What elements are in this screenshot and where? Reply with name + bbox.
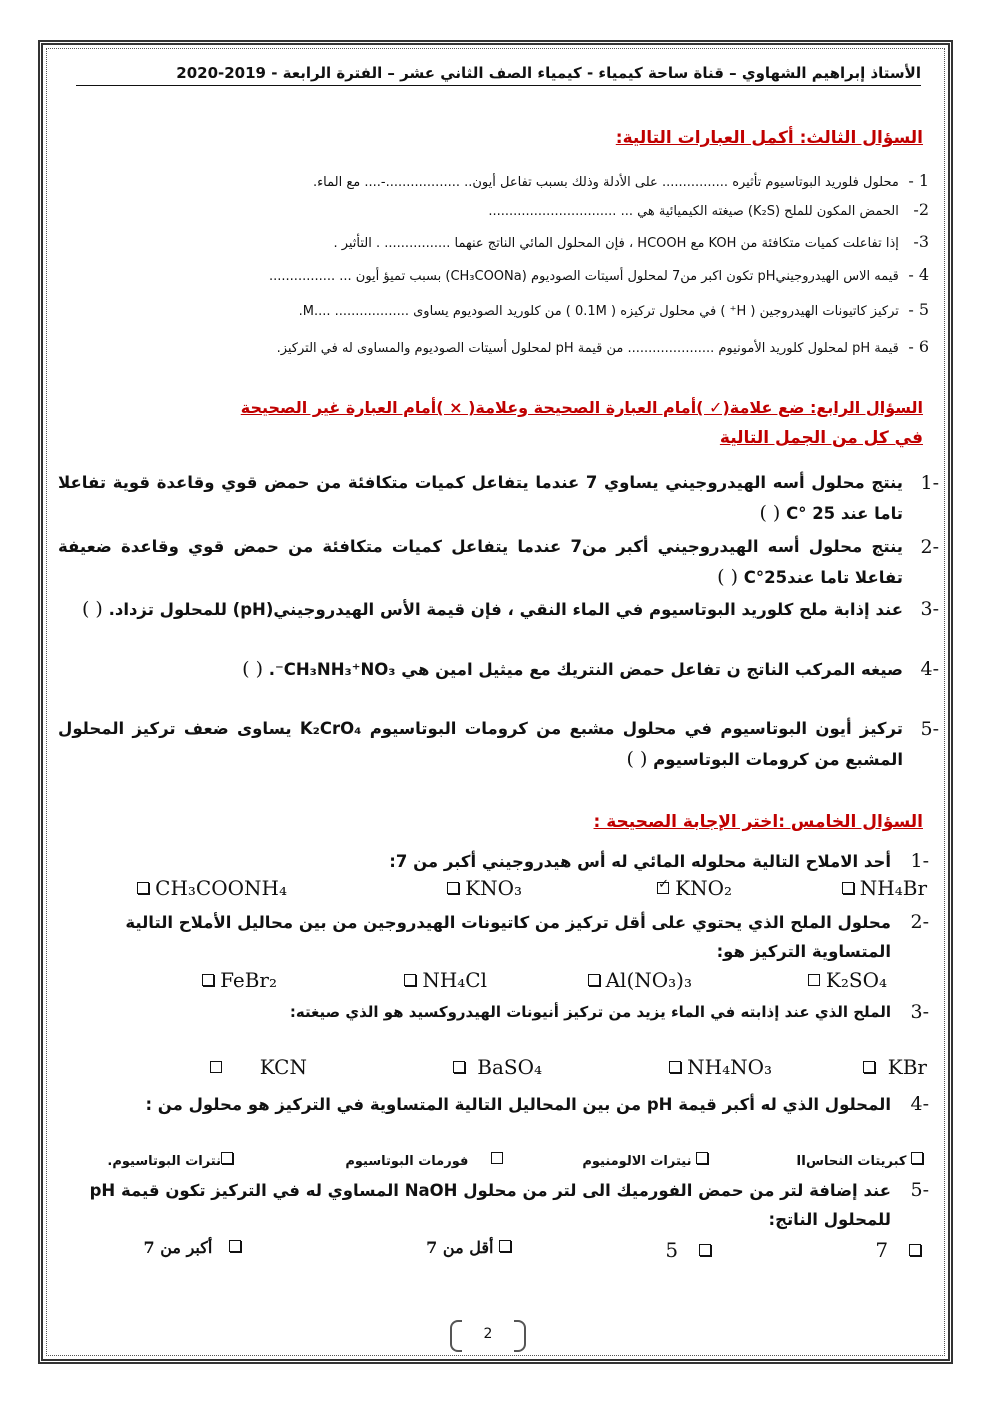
q5-3-option-d[interactable]: KCN: [210, 1055, 307, 1079]
q5-3-option-a[interactable]: KBr: [863, 1055, 927, 1079]
q5-item-5-num: -5: [910, 1179, 929, 1201]
checkbox-icon[interactable]: [863, 1061, 875, 1073]
q5-4-option-c[interactable]: فورمات البوتاسيوم: [345, 1152, 509, 1169]
q4-item-4-answer-box[interactable]: ( ): [242, 658, 264, 680]
q4-title-line-2: في كل من الجمل التالية: [719, 428, 923, 448]
q5-item-1-num: -1: [910, 850, 929, 872]
checkbox-icon[interactable]: [229, 1240, 241, 1252]
q5-5-option-d[interactable]: أكبر من 7: [144, 1238, 247, 1257]
checkbox-icon[interactable]: [491, 1152, 503, 1164]
page-header: الأستاذ إبراهيم الشهاوي – قناة ساحة كيمياء - كيمياء الصف الثاني عشر – الفترة الرابعة - 2019-2020: [76, 62, 921, 86]
checkbox-icon[interactable]: [911, 1152, 923, 1164]
checkbox-icon[interactable]: [909, 1244, 921, 1256]
q5-5-option-b[interactable]: 5: [665, 1238, 717, 1262]
q5-5-option-c[interactable]: أقل من 7: [426, 1238, 517, 1257]
q5-item-3: [60, 998, 929, 1027]
page-number-footer: [440, 1320, 536, 1356]
checked-box-icon[interactable]: [657, 882, 669, 894]
q5-3-option-b[interactable]: NH₄NO₃: [669, 1055, 772, 1079]
q5-4-option-b[interactable]: نيترات الالومنيوم: [582, 1152, 714, 1169]
q3-item-2-text: الحمض المكون للملح (K₂S) صيغته الكيميائية هي ... ...............................: [488, 204, 899, 219]
q5-item-4-num: -4: [910, 1093, 929, 1115]
q4-item-3-text: عند إذابة ملح كلوريد البوتاسيوم في الماء النقي ، فإن قيمة الأس الهيدروجيني(pH) للمحلول تزداد.: [108, 600, 903, 619]
q5-4-option-a[interactable]: كبريتات النحاسII: [796, 1152, 929, 1169]
checkbox-icon[interactable]: [669, 1061, 681, 1073]
q4-item-3: [58, 594, 937, 625]
q5-1-option-a[interactable]: NH₄Br: [842, 876, 927, 900]
q3-item-3-text: إذا تفاعلت كميات متكافئة من KOH مع HCOOH ، فإن المحلول المائي الناتج عنهما ................ . التأثير .: [333, 236, 899, 251]
checkbox-icon[interactable]: [842, 882, 854, 894]
q5-5-options: [60, 1238, 927, 1268]
q3-item-4: [108, 265, 929, 287]
q3-item-1: [108, 171, 929, 193]
q5-1-option-c[interactable]: KNO₃: [447, 876, 522, 900]
q5-item-2: [60, 908, 929, 966]
checkbox-icon[interactable]: [404, 974, 416, 986]
q5-item-3-num: -3: [910, 1001, 929, 1023]
q3-item-4-num: 4 -: [908, 265, 929, 284]
q5-3-option-c[interactable]: BaSO₄: [453, 1055, 542, 1079]
checkbox-icon[interactable]: [202, 974, 214, 986]
q5-2-option-c[interactable]: NH₄Cl: [404, 968, 487, 992]
q5-item-5: [60, 1176, 929, 1234]
q5-item-2-num: -2: [910, 911, 929, 933]
q4-item-4: [58, 654, 937, 685]
q4-item-3-num: -3: [920, 598, 939, 620]
q4-item-1-num: -1: [920, 472, 939, 494]
q4-item-1-answer-box[interactable]: ( ): [759, 502, 781, 524]
q3-item-4-text: قيمه الاس الهيدروجينيpH تكون اكبر من7 لمحلول أسيتات الصوديوم (CH₃COONa) بسبب تميؤ أيون ... ................: [269, 269, 899, 284]
q5-item-1-text: أحد الاملاح التالية محلوله المائي له أس هيدروجيني أكبر من 7:: [389, 852, 891, 871]
q4-item-5-answer-box[interactable]: ( ): [626, 748, 648, 770]
q3-title: السؤال الثالث: أكمل العبارات التالية:: [615, 128, 923, 148]
checkbox-icon[interactable]: [447, 882, 459, 894]
q5-2-option-b[interactable]: Al(NO₃)₃: [588, 968, 692, 992]
q5-3-options: [60, 1055, 927, 1085]
q3-item-1-text: محلول فلوريد البوتاسيوم تأثيره ................ على الأدلة وذلك بسبب تفاعل أيون.. ..................-.... مع الماء.: [312, 175, 899, 190]
q3-item-6-text: قيمة pH لمحلول كلوريد الأمونيوم ..................... من قيمة pH لمحلول أسيتات الصوديوم والمساوى له في التركيز.: [276, 341, 899, 356]
q5-item-5-text: عند إضافة لتر من حمض الفورميك الى لتر من محلول NaOH المساوي له في التركيز تكون قيمة pH للمحلول الناتج:: [89, 1181, 891, 1229]
q3-item-3: [108, 232, 929, 254]
q5-item-3-text: الملح الذي عند إذابته في الماء يزيد من تركيز أنيونات الهيدروكسيد هو الذي صيغته:: [289, 1003, 891, 1021]
q5-5-option-a[interactable]: 7: [875, 1238, 927, 1262]
q4-item-3-answer-box[interactable]: ( ): [81, 598, 103, 620]
q4-item-1-text: ينتج محلول أسه الهيدروجيني يساوي 7 عندما يتفاعل كميات متكافئة من حمض قوي وقاعدة قوية تفاعلا تاما عند 25 °C: [58, 473, 903, 523]
checkbox-icon[interactable]: [699, 1244, 711, 1256]
q3-item-5: [108, 300, 929, 322]
q4-item-5-text: تركيز أيون البوتاسيوم في محلول مشبع من كرومات البوتاسيوم K₂CrO₄ يساوى ضعف تركيز المحلول المشبع من كرومات البوتاسيوم: [58, 719, 903, 769]
q5-item-4-text: المحلول الذي له أكبر قيمة pH من بين المحاليل التالية المتساوية في التركيز هو محلول من :: [145, 1095, 891, 1114]
q3-item-3-num: 3-: [913, 232, 929, 251]
q3-item-6: [108, 337, 929, 359]
page-number: 2: [483, 1326, 493, 1342]
q4-item-1: [58, 468, 937, 529]
q3-item-1-num: 1 -: [908, 171, 929, 190]
checkbox-icon[interactable]: [499, 1240, 511, 1252]
checkbox-icon[interactable]: [696, 1152, 708, 1164]
checkbox-icon[interactable]: [808, 974, 820, 986]
q5-1-option-b[interactable]: KNO₂✓: [657, 876, 732, 900]
q3-item-5-text: تركيز كاتيونات الهيدروجين ( H⁺ ) في محلول تركيزه ( 0.1M ) من كلوريد الصوديوم يساوى .................. ....M.: [298, 304, 899, 319]
q5-1-options: [60, 876, 927, 906]
q3-item-2: [108, 200, 929, 222]
checkbox-icon[interactable]: [137, 882, 149, 894]
q5-item-4: [60, 1090, 929, 1119]
q3-item-5-num: 5 -: [908, 300, 929, 319]
checkbox-icon[interactable]: [210, 1061, 222, 1073]
q4-item-2-text: ينتج محلول أسه الهيدروجيني أكبر من7 عندما يتفاعل كميات متكافئة من حمض قوي وقاعدة ضعيفة تفاعلا تاما عند25°C: [58, 537, 903, 587]
q5-item-2-text: محلول الملح الذي يحتوي على أقل تركيز من كاتيونات الهيدروجين من بين محاليل الأملاح التالية المتساوية التركيز هو:: [125, 913, 891, 961]
q5-2-options: [60, 968, 927, 998]
checkbox-icon[interactable]: [221, 1152, 233, 1164]
q5-1-option-d[interactable]: CH₃COONH₄: [137, 876, 287, 900]
checkbox-icon[interactable]: [588, 974, 600, 986]
q4-item-4-text: صيغه المركب الناتج ن تفاعل حمض النتريك مع ميثيل امين هي CH₃NH₃⁺NO₃⁻.: [268, 660, 903, 679]
q4-item-2-num: -2: [920, 536, 939, 558]
q3-item-6-num: 6 -: [908, 337, 929, 356]
q4-item-4-num: -4: [920, 658, 939, 680]
q4-item-5-num: -5: [920, 718, 939, 740]
q4-item-5: [58, 714, 937, 775]
checkbox-icon[interactable]: [453, 1061, 465, 1073]
q5-4-option-d[interactable]: نترات البوتاسيوم.: [107, 1152, 239, 1169]
q5-title: السؤال الخامس :اختر الإجابة الصحيحة :: [593, 812, 923, 832]
q5-2-option-d[interactable]: FeBr₂: [202, 968, 277, 992]
q5-2-option-a[interactable]: K₂SO₄: [808, 968, 887, 992]
q4-title-line-1: السؤال الرابع: ضع علامة(✓ )أمام العبارة الصحيحة وعلامة( × )أمام العبارة غير الصحيحة: [240, 398, 923, 417]
q5-item-1: [60, 847, 929, 876]
q4-item-2-answer-box[interactable]: ( ): [717, 566, 739, 588]
q3-item-2-num: 2-: [913, 200, 929, 219]
q4-item-2: [58, 532, 937, 593]
